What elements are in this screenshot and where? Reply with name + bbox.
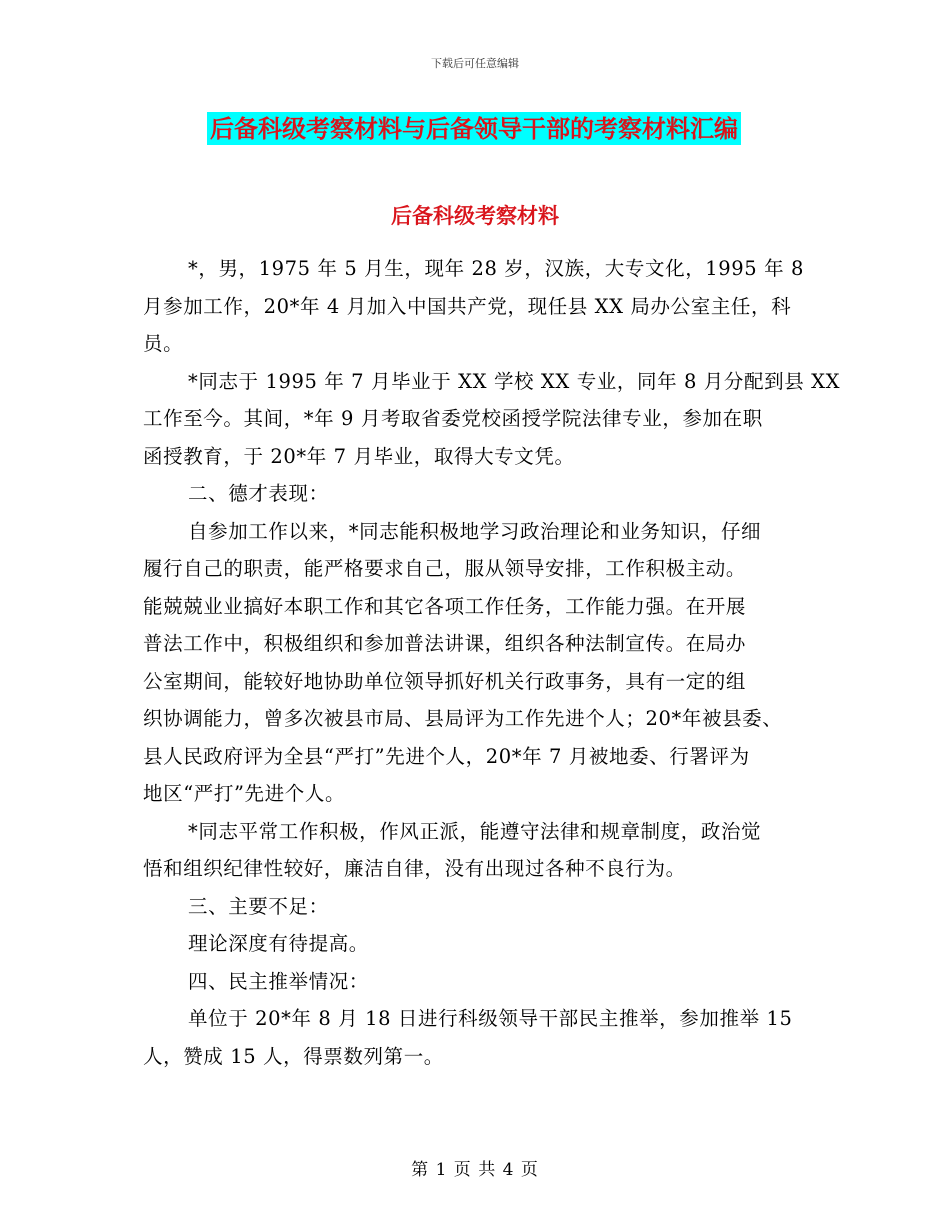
text-line: 自参加工作以来，*同志能积极地学习政治理论和业务知识，仔细 <box>188 519 762 543</box>
paragraph-conduct <box>143 813 818 888</box>
heading-performance <box>143 475 818 513</box>
paragraph-basic-info <box>143 250 818 363</box>
text-line: 公室期间，能较好地协助单位领导抓好机关行政事务，具有一定的组 <box>143 669 747 693</box>
text-line: 单位于 20*年 8 月 18 日进行科级领导干部民主推举，参加推举 15 <box>188 1007 793 1030</box>
text-line: 理论深度有待提高。 <box>188 932 369 955</box>
text-line: *同志于 1995 年 7 月毕业于 XX 学校 XX 专业，同年 8 月分配到县 XX <box>188 369 841 393</box>
text-line: 月参加工作，20*年 4 月加入中国共产党，现任县 XX 局办公室主任，科 <box>143 294 792 318</box>
text-line: 员。 <box>143 332 184 355</box>
text-line: 地区“严打”先进个人。 <box>143 782 346 805</box>
paragraph-shortcomings <box>143 925 818 963</box>
paragraph-recommendation <box>143 1000 818 1075</box>
text-line: 函授教育，于 20*年 7 月毕业，取得大专文凭。 <box>143 444 575 468</box>
text-line: *，男，1975 年 5 月生，现年 28 岁，汉族，大专文化，1995 年 8 <box>188 257 805 280</box>
text-line: 悟和组织纪律性较好，廉洁自律，没有出现过各种不良行为。 <box>143 857 686 880</box>
text-line: *同志平常工作积极，作风正派，能遵守法律和规章制度，政治觉 <box>188 819 762 843</box>
text-line: 人，赞成 15 人，得票数列第一。 <box>143 1044 444 1068</box>
text-line: 二、德才表现： <box>188 482 329 505</box>
text-line: 普法工作中，积极组织和参加普法讲课，组织各种法制宣传。在局办 <box>143 632 747 655</box>
text-line: 履行自己的职责，能严格要求自己，服从领导安排，工作积极主动。 <box>143 557 747 580</box>
text-line: 四、民主推举情况： <box>188 969 369 993</box>
text-line: 工作至今。其间，*年 9 月考取省委党校函授学院法律专业，参加在职 <box>143 407 763 430</box>
document-main-title: 后备科级考察材料与后备领导干部的考察材料汇编 <box>207 112 741 145</box>
heading-recommendation <box>143 963 818 1001</box>
paragraph-performance <box>143 513 818 813</box>
text-line: 织协调能力，曾多次被县市局、县局评为工作先进个人；20*年被县委、 <box>143 707 783 730</box>
header-note: 下载后可任意编辑 <box>431 57 519 70</box>
section-title: 后备科级考察材料 <box>391 203 559 228</box>
text-line: 三、主要不足： <box>188 894 329 918</box>
document-body <box>143 250 841 1075</box>
heading-shortcomings <box>143 888 818 926</box>
page-footer: 第 1 页 共 4 页 <box>411 1160 539 1180</box>
text-line: 县人民政府评为全县“严打”先进个人，20*年 7 月被地委、行署评为 <box>143 744 750 768</box>
paragraph-education <box>143 363 841 476</box>
text-line: 能兢兢业业搞好本职工作和其它各项工作任务，工作能力强。在开展 <box>143 594 747 618</box>
